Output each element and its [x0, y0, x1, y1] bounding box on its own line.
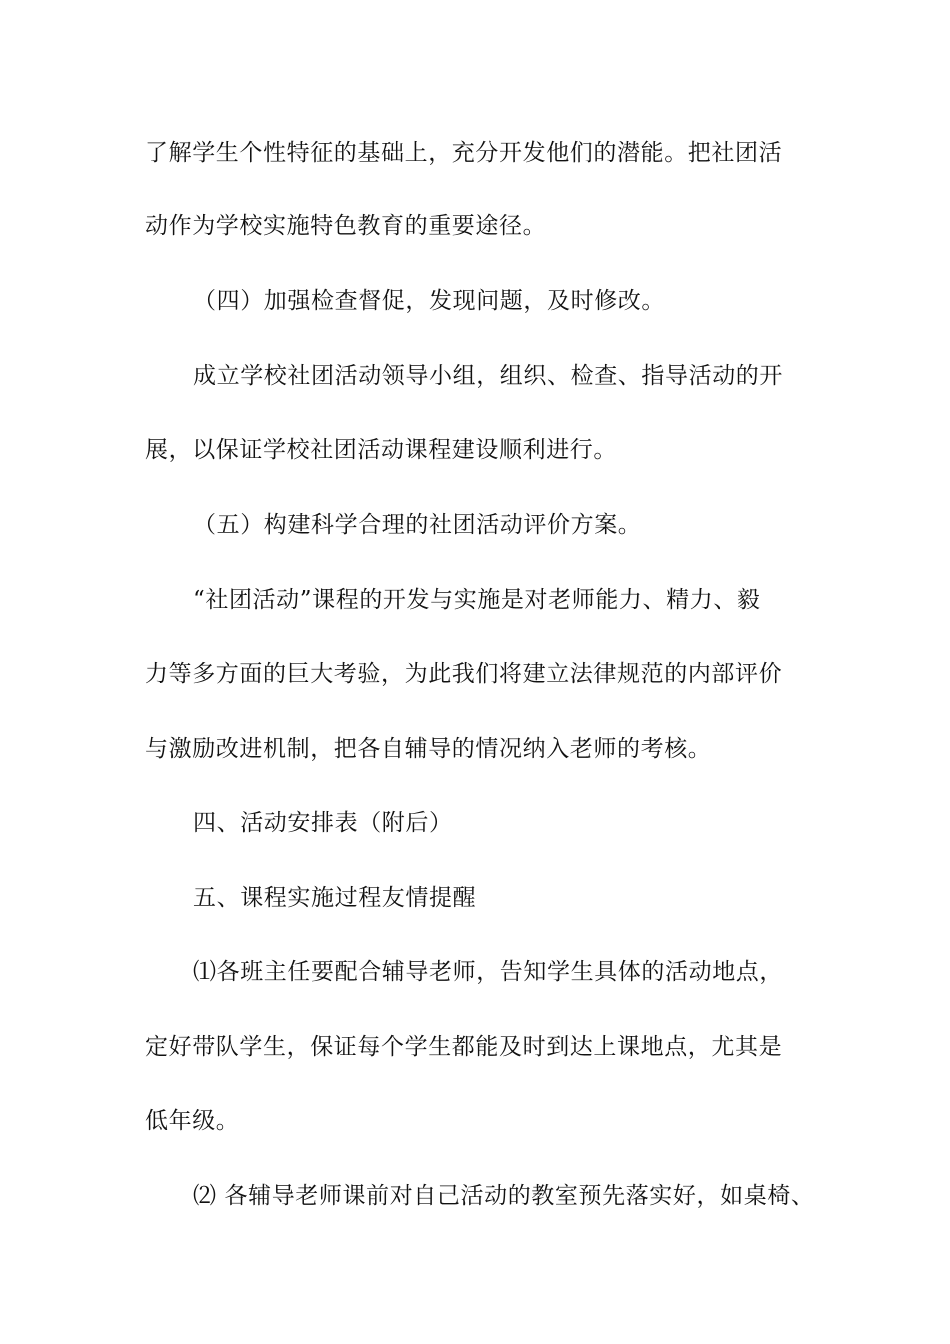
section-heading: （五）构建科学合理的社团活动评价方案。 — [193, 512, 642, 538]
text-line: 成立学校社团活动领导小组，组织、检查、指导活动的开 — [193, 363, 783, 389]
section-heading: 四、活动安排表（附后） — [193, 810, 453, 836]
list-item: ⑵ 各辅导老师课前对自己活动的教室预先落实好，如桌椅、 — [193, 1183, 815, 1209]
list-item: ⑴各班主任要配合辅导老师，告知学生具体的活动地点， — [193, 959, 783, 985]
text-line: 了解学生个性特征的基础上，充分开发他们的潜能。把社团活 — [145, 140, 783, 166]
text-line: 定好带队学生，保证每个学生都能及时到达上课地点，尤其是 — [145, 1034, 783, 1060]
text-line: “社团活动”课程的开发与实施是对老师能力、精力、毅 — [193, 587, 761, 613]
text-line: 展，以保证学校社团活动课程建设顺利进行。 — [145, 437, 617, 463]
text-line: 力等多方面的巨大考验，为此我们将建立法律规范的内部评价 — [145, 661, 783, 687]
text-line: 动作为学校实施特色教育的重要途径。 — [145, 213, 547, 239]
section-heading: （四）加强检查督促，发现问题，及时修改。 — [193, 288, 665, 314]
section-heading: 五、课程实施过程友情提醒 — [193, 885, 477, 911]
text-line: 低年级。 — [145, 1108, 240, 1134]
text-line: 与激励改进机制，把各自辅导的情况纳入老师的考核。 — [145, 736, 712, 762]
